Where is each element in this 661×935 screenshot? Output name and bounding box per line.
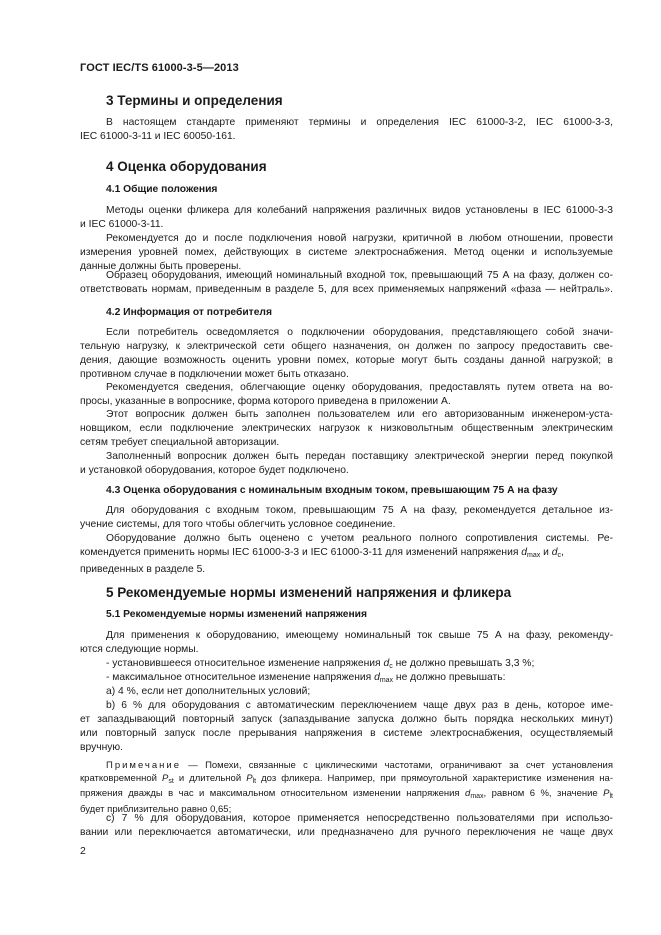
section-4-3-title: 4.3 Оценка оборудования с номинальным входным током, превышающим 75 А на фазу	[106, 485, 558, 496]
subscript-max: max	[470, 793, 484, 801]
text-line: учение системы, для того чтобы облегчить условное соединение.	[80, 518, 396, 530]
text-run: ,	[560, 546, 564, 558]
note-block	[80, 760, 613, 816]
text-run: кратковременной	[80, 772, 162, 784]
section-4-1-title: 4.1 Общие положения	[106, 184, 218, 195]
section-5-1-title: 5.1 Рекомендуемые нормы изменений напряжения	[106, 609, 368, 620]
text-line: IEC 61000-3-11 и IEC 60050-161.	[80, 130, 236, 142]
section-4-3-paragraph-1	[80, 504, 613, 532]
section-3-title: 3 Термины и определения	[106, 93, 283, 108]
section-4-2-paragraph-2	[80, 381, 613, 409]
text-line: тельную нагрузку, к электрической сети общего назначения, он должен по запросу предоставить све-	[80, 340, 613, 352]
variable-d: d	[521, 546, 528, 558]
section-5-title: 5 Рекомендуемые нормы изменений напряжения и фликера	[106, 585, 512, 600]
section-4-2-paragraph-4	[80, 450, 613, 478]
text-line: и IEC 61000-3-11.	[80, 218, 164, 230]
text-run: и длительной	[173, 772, 247, 784]
subscript-lt: lt	[609, 793, 613, 801]
text-run: пряжения дважды в час и максимальном относительном изменении напряжения	[80, 788, 466, 800]
text-line: вании или переключается автоматически, или предназначено для ручного переключения не чаще двух	[80, 826, 613, 838]
section-4-2-paragraph-1	[80, 326, 613, 382]
list-item-b	[80, 699, 613, 755]
text-line: Если потребитель осведомляется о подключении оборудования, представляющего собой значи-	[106, 327, 613, 338]
text-line: данные должны быть проверены.	[80, 260, 242, 272]
text-line: дения, дающие возможность оценить уровни помех, которые могут быть созданы данной нагрузкой; в	[80, 354, 613, 366]
text-line: вручную.	[80, 741, 124, 753]
text-line: ответствовать нормам, приведенным в разделе 5, для всех применяемых напряжений «фаза — нейтраль».	[80, 283, 613, 295]
text-run: комендуется применить нормы IEC 61000-3-3 и IEC 61000-3-11 для изменений напряжения	[80, 546, 522, 558]
variable-d: d	[383, 658, 390, 669]
text-line: Для оборудования с входным током, превышающим 75 А на фазу, рекомендуется детальное из-	[106, 505, 613, 516]
section-5-1-paragraph-1	[80, 629, 613, 657]
section-4-2-paragraph-3	[80, 408, 613, 450]
section-4-1-paragraph-1	[80, 204, 613, 232]
variable-P: P	[161, 772, 169, 784]
text-run: , равном 6 %, значение	[483, 788, 604, 800]
variable-d: d	[374, 672, 380, 683]
page-number: 2	[80, 845, 86, 857]
subscript-c: c	[557, 551, 561, 559]
text-line: Образец оборудования, имеющий номинальный входной ток, превышающий 75 А на фазу, должен со-	[106, 270, 613, 281]
text-line: сетям требует специальной авторизации.	[80, 436, 280, 448]
text-line: и установкой оборудования, которое будет подключено.	[80, 464, 349, 476]
section-4-3-paragraph-2	[80, 532, 613, 577]
text-line	[80, 760, 613, 773]
variable-d: d	[551, 546, 558, 558]
document-code: ГОСТ IEC/TS 61000-3-5—2013	[80, 62, 239, 74]
text-run: - максимальное относительное изменение напряжения	[106, 672, 375, 683]
text-line: или повторный запуск после прерывания напряжения в системе электроснабжения, осуществляемый	[80, 727, 613, 739]
text-line	[80, 546, 613, 563]
text-run: не должно превышать:	[393, 672, 506, 683]
document-page	[80, 0, 613, 935]
subscript-lt: lt	[252, 777, 257, 785]
text-line	[80, 773, 613, 789]
text-line: Рекомендуется до и после подключения новой нагрузки, критичной в любом отношении, провести	[106, 233, 613, 244]
section-4-1-paragraph-2	[80, 232, 613, 274]
text-line: ет запаздывающий повторный запуск (запаздывание запуска должно быть порядка нескольких минут)	[80, 713, 613, 725]
note-label: Примечание	[106, 760, 181, 771]
text-line: просы, указанные в вопроснике, форма которого приведена в приложении А.	[80, 395, 451, 407]
text-line: противном случае в подключении может быть отказано.	[80, 368, 349, 380]
section-3-paragraph	[80, 116, 613, 144]
text-run: и	[540, 546, 552, 558]
text-line: a) 4 %, если нет дополнительных условий;	[106, 686, 311, 697]
text-line: новщиком, если подключение электрических нагрузок к низковольтным общественным электрическим	[80, 422, 613, 434]
variable-d: d	[465, 788, 471, 800]
list-item-a	[80, 685, 613, 699]
variable-P: P	[603, 788, 610, 800]
variable-P: P	[246, 772, 253, 784]
text-line: c) 7 % для оборудования, которое применяется непосредственно пользователями при использо-	[106, 813, 613, 824]
text-line: Рекомендуется сведения, облегчающие оценку оборудования, предоставлять путем ответа на во-	[106, 382, 613, 393]
text-run: доз фликера. Например, при прямоугольной характеристике изменения на-	[256, 772, 613, 784]
text-line: будет приблизительно равно 0,65;	[80, 803, 232, 815]
text-run: — Помехи, связанные с циклическими частотами, ограничивают за счет установления	[181, 760, 613, 771]
subscript-st: st	[168, 777, 174, 785]
text-line: В настоящем стандарте применяют термины и определения IEC 61000-3-2, IEC 61000-3-3,	[106, 117, 613, 128]
subscript-c: c	[389, 663, 393, 670]
text-line: Для применения к оборудованию, имеющему номинальный ток свыше 75 А на фазу, рекоменду-	[106, 630, 613, 641]
section-4-2-title: 4.2 Информация от потребителя	[106, 307, 272, 318]
section-4-1-paragraph-3	[80, 269, 613, 297]
text-run: не должно превышать 3,3 %;	[392, 658, 535, 669]
text-line: ются следующие нормы.	[80, 643, 199, 655]
subscript-max: max	[379, 677, 394, 684]
text-line	[80, 788, 613, 804]
section-4-title: 4 Оценка оборудования	[106, 159, 267, 174]
text-line: b) 6 % для оборудования с автоматическим переключением чаще двух раз в день, которое име-	[106, 700, 613, 711]
text-line: приведенных в разделе 5.	[80, 563, 206, 575]
text-run: - установившееся относительное изменение напряжения	[106, 658, 384, 669]
list-item-c	[80, 812, 613, 840]
text-line: Этот вопросник должен быть заполнен пользователем или его авторизованным инженером-уста-	[106, 409, 613, 420]
subscript-max: max	[527, 551, 541, 559]
text-line: Заполненный вопросник должен быть передан поставщику электрической энергии перед покупкой	[106, 451, 613, 462]
text-line: измерения уровней помех, действующих в системе электроснабжения. Метод оценки и используемые	[80, 246, 613, 258]
text-line: Методы оценки фликера для колебаний напряжения различных видов установлены в IEC 61000-3-3	[106, 205, 613, 216]
text-line: Оборудование должно быть оценено с учетом реального полного сопротивления системы. Ре-	[106, 533, 613, 544]
